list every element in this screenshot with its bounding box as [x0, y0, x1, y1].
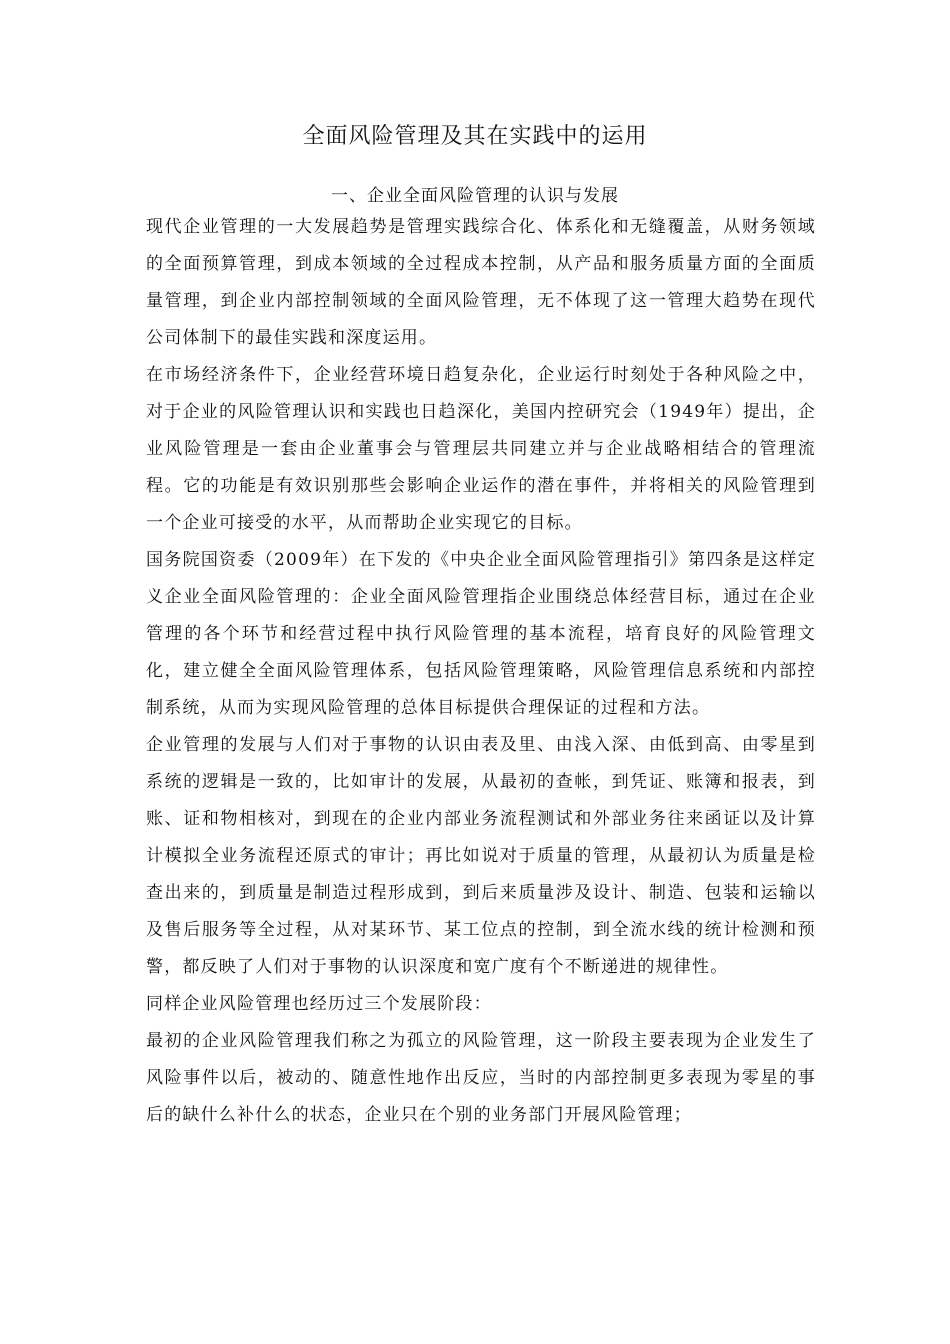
paragraph: 同样企业风险管理也经历过三个发展阶段： [146, 994, 492, 1014]
paragraph: 企业管理的发展与人们对于事物的认识由表及里、由浅入深、由低到高、由零星到系统的逻辑是一致的，比如审计的发展，从最初的查帐，到凭证、账簿和报表，到账、证和物相核对，到现在的企业内部业务流程测试和外部业务往来函证以及计算计模拟全业务流程还原式的审计；再比如说对于质量的管理，从最初认为质量是检查出来的，到质量是制造过程形成到，到后来质量涉及设计、制造、包装和运输以及售后服务等全过程，从对某环节、某工位点的控制，到全流水线的统计检测和预警，都反映了人们对于事物的认识深度和宽广度有个不断递进的规律性。 [146, 735, 816, 977]
paragraph: 最初的企业风险管理我们称之为孤立的风险管理，这一阶段主要表现为企业发生了风险事件以后，被动的、随意性地作出反应，当时的内部控制更多表现为零星的事后的缺什么补什么的状态，企业只在个别的业务部门开展风险管理； [146, 1031, 816, 1125]
section-heading: 一、企业全面风险管理的认识与发展 [331, 186, 619, 206]
paragraph: 国务院国资委（2009年）在下发的《中央企业全面风险管理指引》第四条是这样定义企业全面风险管理的：企业全面风险管理指企业围绕总体经营目标，通过在企业管理的各个环节和经营过程中执行风险管理的基本流程，培育良好的风险管理文化，建立健全全面风险管理体系，包括风险管理策略，风险管理信息系统和内部控制系统，从而为实现风险管理的总体目标提供合理保证的过程和方法。 [146, 550, 816, 718]
paragraph: 在市场经济条件下，企业经营环境日趋复杂化，企业运行时刻处于各种风险之中，对于企业的风险管理认识和实践也日趋深化，美国内控研究会（1949年）提出，企业风险管理是一套由企业董事会与管理层共同建立并与企业战略相结合的管理流程。它的功能是有效识别那些会影响企业运作的潜在事件，并将相关的风险管理到一个企业可接受的水平，从而帮助企业实现它的目标。 [146, 365, 816, 533]
document-body [146, 209, 816, 1134]
document-title: 全面风险管理及其在实践中的运用 [302, 124, 648, 149]
paragraph: 现代企业管理的一大发展趋势是管理实践综合化、体系化和无缝覆盖，从财务领域的全面预算管理，到成本领域的全过程成本控制，从产品和服务质量方面的全面质量管理，到企业内部控制领域的全面风险管理，无不体现了这一管理大趋势在现代公司体制下的最佳实践和深度运用。 [146, 217, 816, 348]
